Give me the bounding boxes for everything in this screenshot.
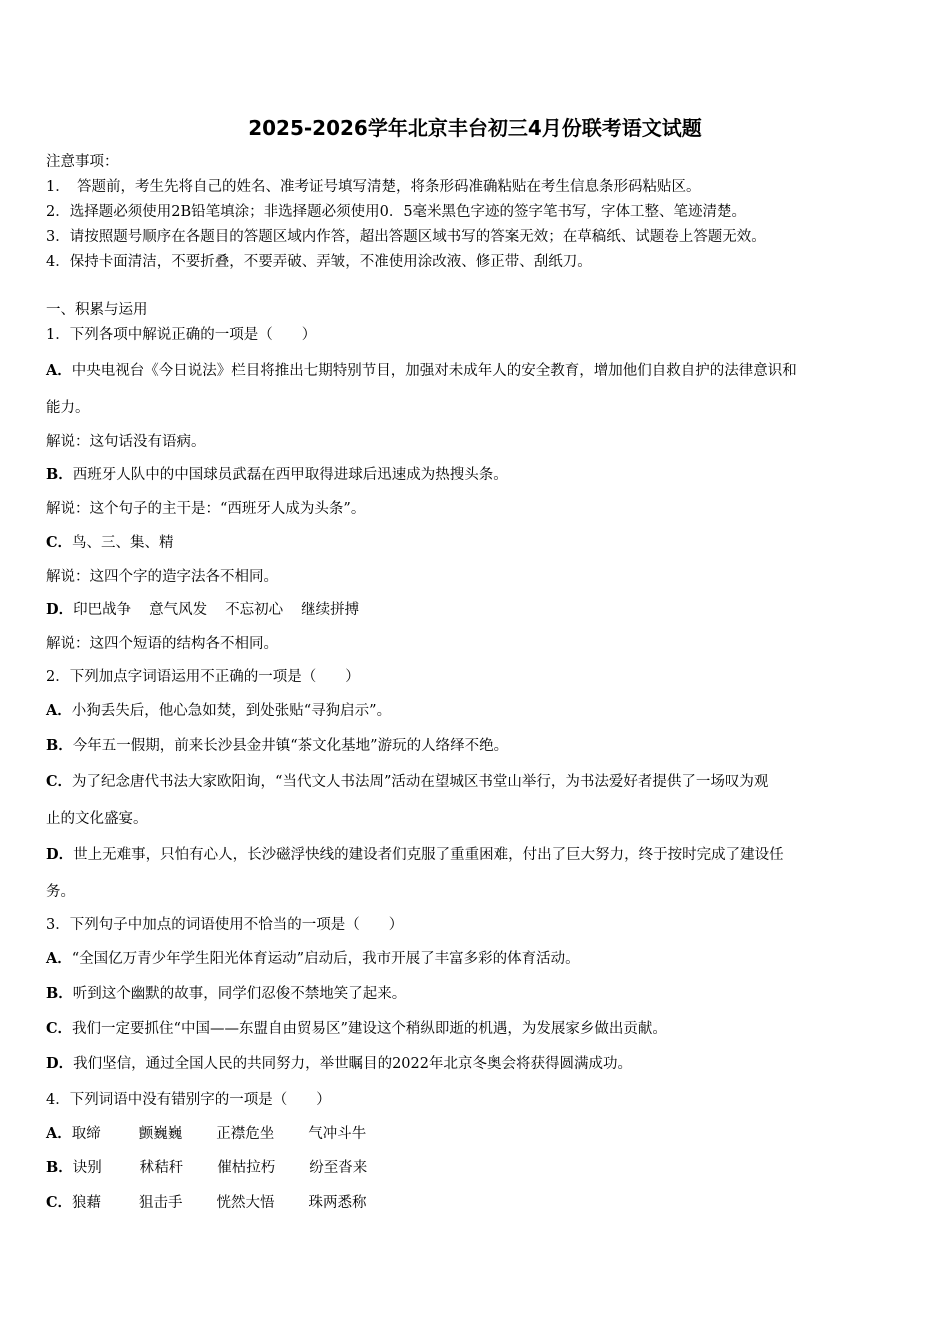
option-word: 取缔 — [71, 1126, 101, 1142]
option-text: 小狗丢失后，他心急如焚，到处张贴“寻狗启示”。 — [71, 703, 392, 719]
option-label: A． — [46, 950, 72, 967]
option-text: 鸟、三、集、精 — [72, 535, 174, 551]
option-label: D． — [46, 846, 74, 863]
option-word: 恍然大悟 — [216, 1195, 275, 1211]
option-c — [46, 1019, 667, 1039]
option-word: 意气风发 — [149, 602, 208, 618]
option-text-continued: 务。 — [46, 884, 75, 900]
option-word: 催枯拉朽 — [217, 1160, 276, 1176]
question-stem: 4．下列词语中没有错别字的一项是（ ） — [46, 1092, 331, 1108]
option-b — [46, 465, 508, 485]
option-word: 正襟危坐 — [216, 1126, 275, 1142]
option-label: B． — [46, 985, 73, 1002]
option-b — [46, 1158, 367, 1178]
option-d — [46, 1054, 632, 1074]
question-stem: 2．下列加点字词语运用不正确的一项是（ ） — [46, 669, 360, 685]
explanation: 解说：这个句子的主干是：“西班牙人成为头条”。 — [46, 501, 366, 517]
option-word: 秫秸秆 — [139, 1160, 184, 1176]
option-word: 纷至沓来 — [309, 1160, 368, 1176]
option-text: 为了纪念唐代书法大家欧阳询，“当代文人书法周”活动在望城区书堂山举行，为书法爱好者提供了一场叹为观 — [72, 774, 769, 790]
option-c — [46, 533, 174, 553]
notice-heading: 注意事项： — [46, 154, 119, 170]
option-label: C． — [46, 1194, 73, 1211]
notice-item: 2．选择题必须使用2B铅笔填涂；非选择题必须使用0．5毫米黑色字迹的签字笔书写，字体工整、笔迹清楚。 — [46, 204, 747, 220]
option-word: 诀别 — [72, 1160, 102, 1176]
option-text: 我们一定要抓住“中国——东盟自由贸易区”建设这个稍纵即逝的机遇，为发展家乡做出贡献。 — [72, 1021, 667, 1037]
option-word: 不忘初心 — [225, 602, 284, 618]
option-text: “全国亿万青少年学生阳光体育运动”启动后，我市开展了丰富多彩的体育活动。 — [71, 951, 580, 967]
option-word: 气冲斗牛 — [308, 1126, 367, 1142]
option-text: 听到这个幽默的故事，同学们忍俊不禁地笑了起来。 — [72, 986, 407, 1002]
option-text-continued: 能力。 — [46, 400, 90, 416]
option-word: 颤巍巍 — [138, 1126, 183, 1142]
option-text: 中央电视台《今日说法》栏目将推出七期特别节目，加强对未成年人的安全教育，增加他们自救自护的法律意识和 — [71, 363, 797, 379]
option-label: A． — [46, 362, 72, 379]
option-a — [46, 949, 580, 969]
explanation: 解说：这四个短语的结构各不相同。 — [46, 636, 278, 652]
option-b — [46, 984, 406, 1004]
option-word: 狙击手 — [139, 1195, 183, 1211]
option-text: 今年五一假期，前来长沙县金井镇“茶文化基地”游玩的人络绎不绝。 — [72, 738, 509, 754]
option-label: D． — [46, 1055, 74, 1072]
section-heading: 一、积累与运用 — [46, 302, 148, 318]
option-label: A． — [46, 1125, 72, 1142]
notice-item: 1． 答题前，考生先将自己的姓名、准考证号填写清楚，将条形码准确粘贴在考生信息条形码粘贴区。 — [46, 179, 701, 195]
option-text: 我们坚信，通过全国人民的共同努力，举世瞩目的2022年北京冬奥会将获得圆满成功。 — [73, 1056, 632, 1072]
option-d — [46, 845, 784, 865]
option-text: 西班牙人队中的中国球员武磊在西甲取得进球后迅速成为热搜头条。 — [72, 467, 508, 483]
notice-item: 4．保持卡面清洁，不要折叠，不要弄破、弄皱，不准使用涂改液、修正带、刮纸刀。 — [46, 254, 592, 270]
option-label: B． — [46, 466, 73, 483]
option-label: B． — [46, 737, 73, 754]
option-label: B． — [46, 1159, 73, 1176]
option-a — [46, 361, 797, 381]
option-label: D． — [46, 601, 74, 618]
option-a — [46, 1124, 366, 1144]
question-stem: 1．下列各项中解说正确的一项是（ ） — [46, 327, 317, 343]
option-b — [46, 736, 508, 756]
option-label: A． — [46, 702, 72, 719]
notice-item: 3．请按照题号顺序在各题目的答题区域内作答，超出答题区域书写的答案无效；在草稿纸、试题卷上答题无效。 — [46, 229, 766, 245]
option-d — [46, 600, 359, 620]
explanation: 解说：这句话没有语病。 — [46, 434, 206, 450]
option-word: 继续拼搏 — [301, 602, 360, 618]
option-label: C． — [46, 773, 73, 790]
option-word: 珠两悉称 — [308, 1195, 367, 1211]
option-word: 狼藉 — [72, 1195, 102, 1211]
page-title: 2025-2026学年北京丰台初三4月份联考语文试题 — [248, 116, 702, 140]
option-label: C． — [46, 534, 73, 551]
option-a — [46, 701, 391, 721]
explanation: 解说：这四个字的造字法各不相同。 — [46, 569, 278, 585]
option-c — [46, 1193, 367, 1213]
option-text: 世上无难事，只怕有心人，长沙磁浮快线的建设者们克服了重重困难，付出了巨大努力，终于按时完成了建设任 — [73, 847, 784, 863]
option-text-continued: 止的文化盛宴。 — [46, 811, 148, 827]
option-label: C． — [46, 1020, 73, 1037]
option-word: 印巴战争 — [73, 602, 132, 618]
question-stem: 3．下列句子中加点的词语使用不恰当的一项是（ ） — [46, 917, 404, 933]
option-c — [46, 772, 768, 792]
